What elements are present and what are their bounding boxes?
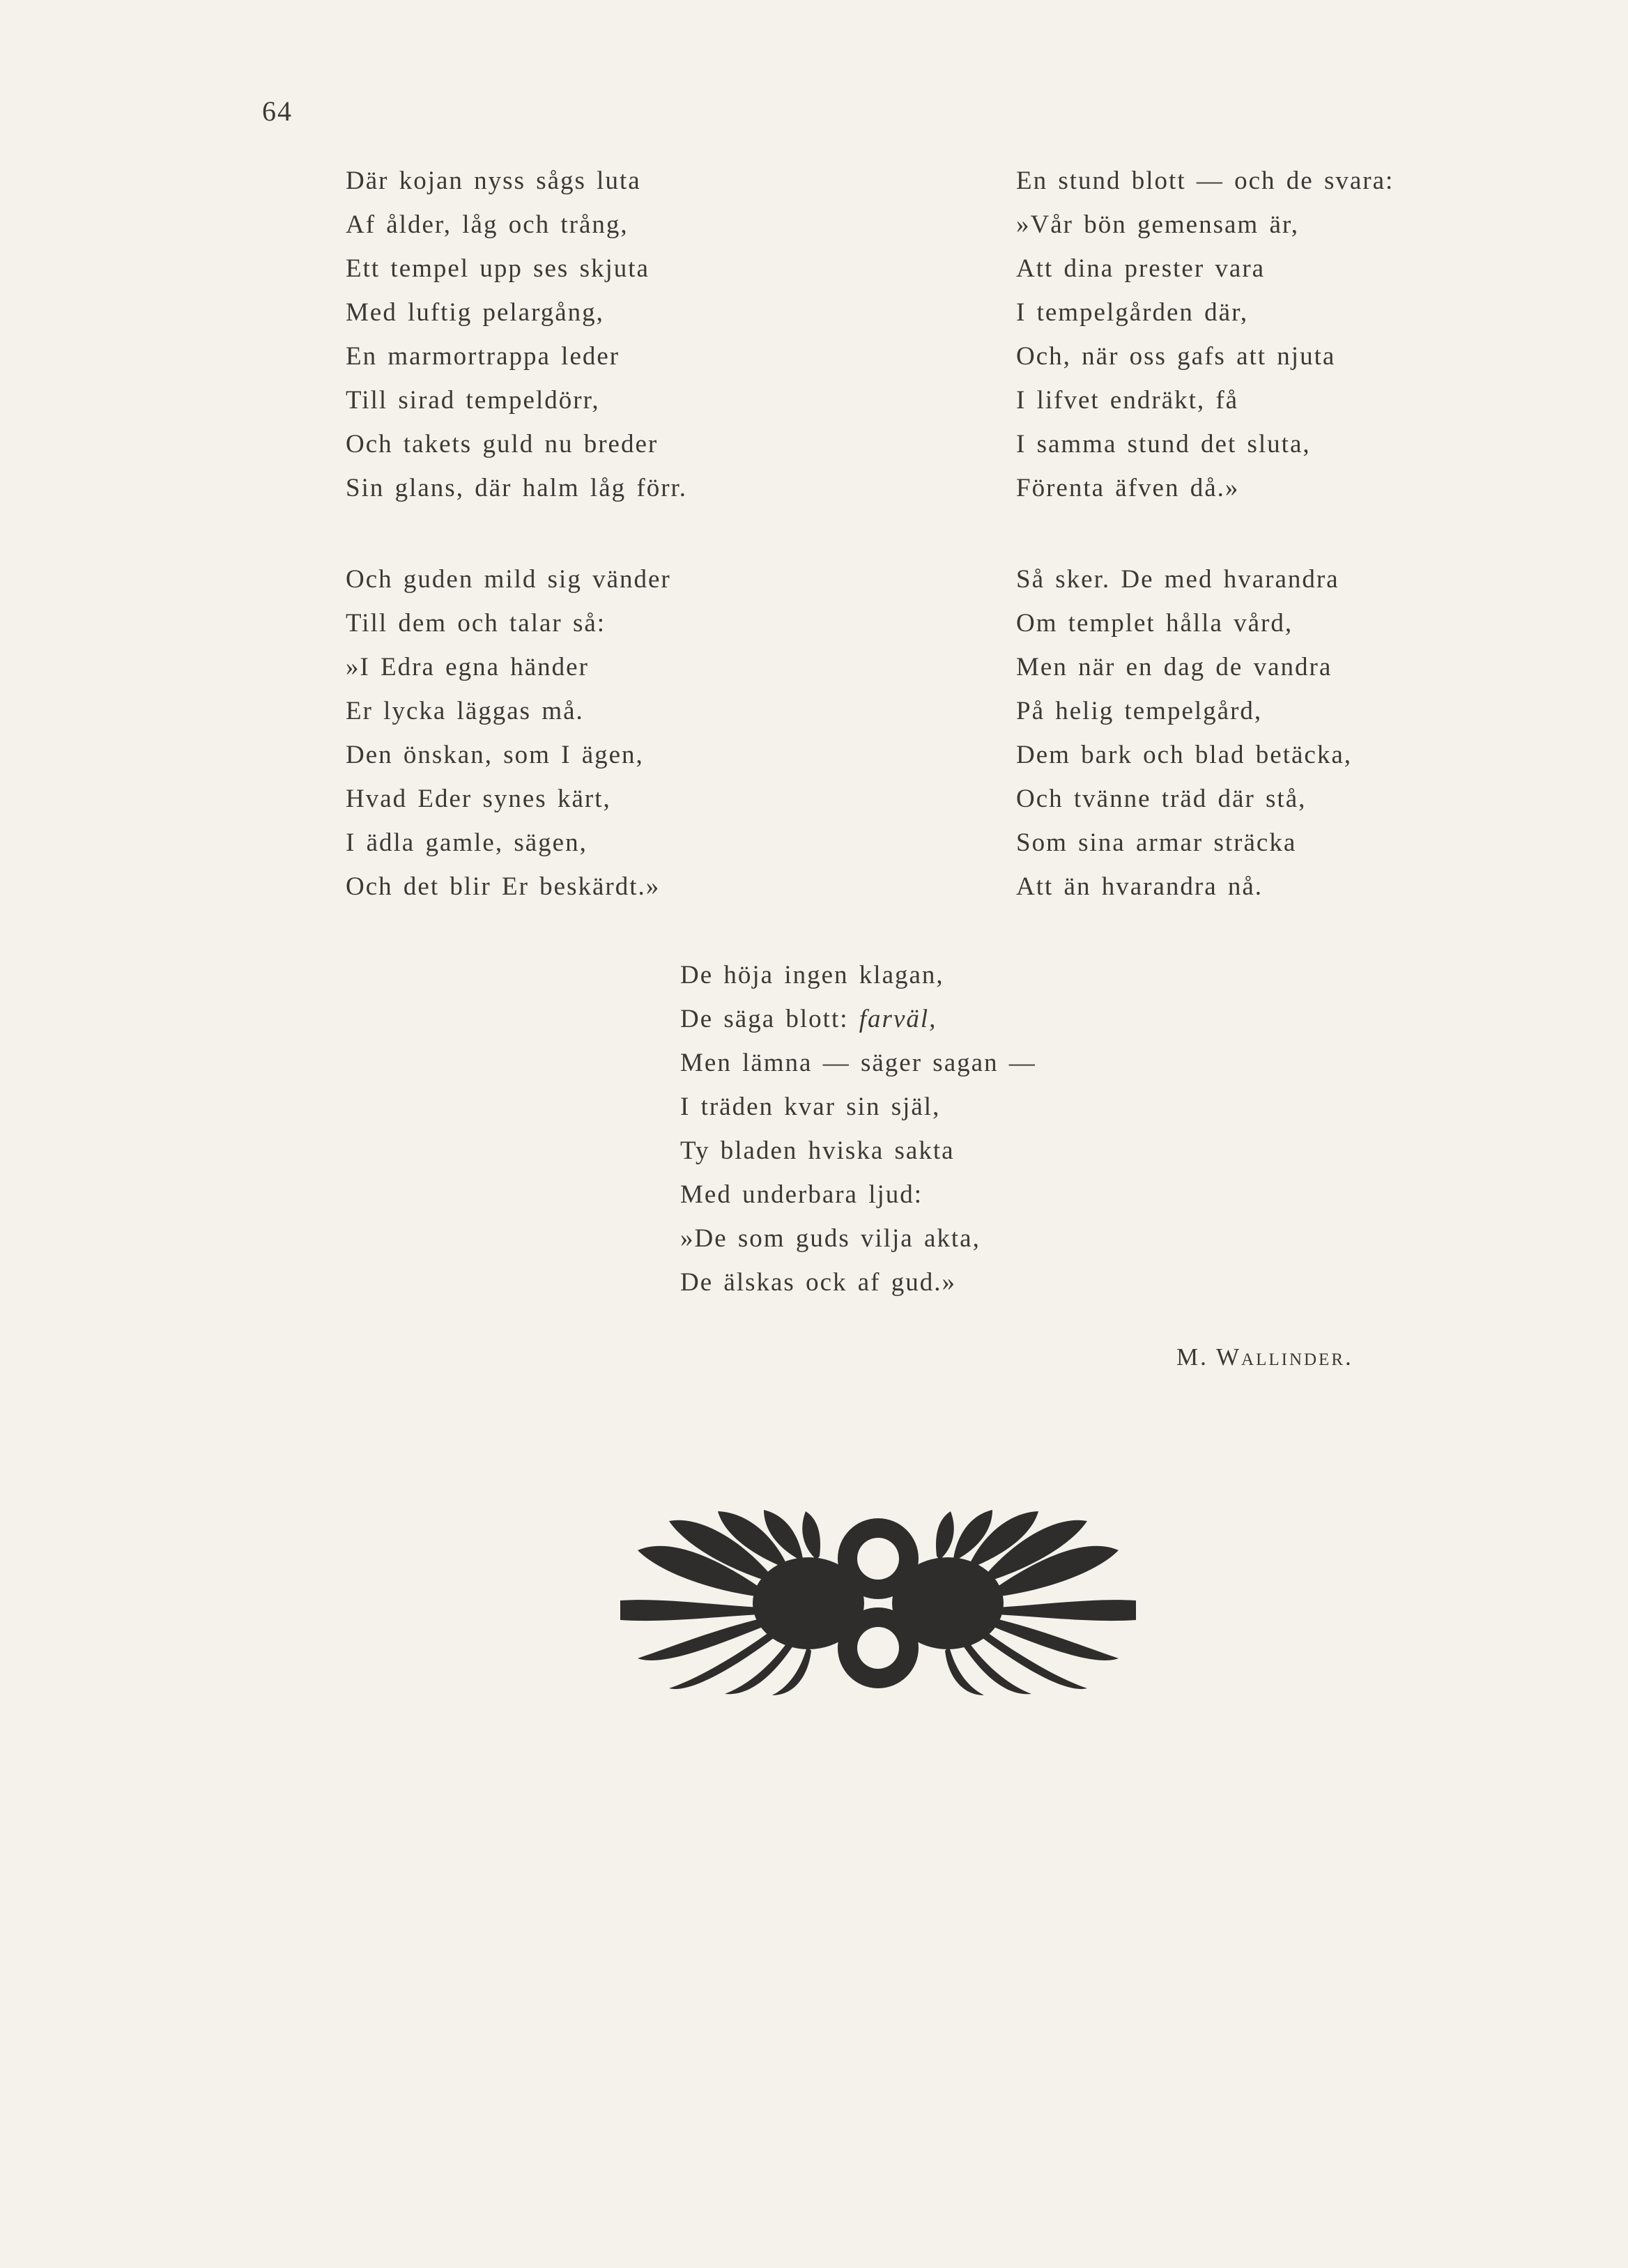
emphasized-word: farväl,	[859, 1005, 937, 1033]
palmette-ornament-icon	[620, 1509, 1136, 1697]
verse-line: Sin glans, där halm låg förr.	[346, 474, 688, 502]
verse-line: I träden kvar sin själ,	[680, 1093, 941, 1121]
verse-line: Om templet hålla vård,	[1016, 609, 1293, 638]
verse-line: De älskas ock af gud.»	[680, 1268, 956, 1297]
verse-line: Som sina armar sträcka	[1016, 828, 1297, 857]
verse-line	[680, 997, 1036, 1041]
verse-line: Hvad Eder synes kärt,	[346, 785, 611, 813]
verse-line: Förenta äfven då.»	[1016, 474, 1240, 502]
verse-line: Och, när oss gafs att njuta	[1016, 342, 1336, 371]
verse-line: I ädla gamle, sägen,	[346, 828, 588, 857]
verse-line: Med underbara ljud:	[680, 1180, 923, 1209]
page-number: 64	[262, 95, 293, 127]
verse-line: Till sirad tempeldörr,	[346, 386, 600, 415]
verse-line: Af ålder, låg och trång,	[346, 210, 629, 239]
verse-line: »I Edra egna händer	[346, 653, 589, 681]
verse-line: Men lämna — säger sagan —	[680, 1049, 1036, 1077]
verse-line: En marmortrappa leder	[346, 342, 620, 371]
verse-line: Med luftig pelargång,	[346, 298, 604, 327]
stanza-1	[346, 159, 687, 510]
verse-line: De höja ingen klagan,	[680, 961, 944, 989]
verse-line: Den önskan, som I ägen,	[346, 741, 644, 769]
verse-line: Ty bladen hviska sakta	[680, 1136, 955, 1165]
verse-line: Till dem och talar så:	[346, 609, 606, 638]
verse-line: Ett tempel upp ses skjuta	[346, 254, 650, 283]
verse-line: Men när en dag de vandra	[1016, 653, 1333, 681]
verse-line: Att dina prester vara	[1016, 254, 1266, 283]
author-signature: M. Wallinder.	[1176, 1343, 1353, 1371]
verse-line: Och takets guld nu breder	[346, 430, 659, 458]
verse-line: »De som guds vilja akta,	[680, 1224, 981, 1253]
verse-line: Dem bark och blad betäcka,	[1016, 741, 1353, 769]
verse-line: Er lycka läggas må.	[346, 697, 584, 725]
stanza-4	[1016, 557, 1352, 909]
verse-line: Att än hvarandra nå.	[1016, 872, 1264, 901]
verse-line: På helig tempelgård,	[1016, 697, 1263, 725]
verse-line: »Vår bön gemensam är,	[1016, 210, 1299, 239]
verse-line: Där kojan nyss sågs luta	[346, 167, 641, 195]
verse-line: I tempelgården där,	[1016, 298, 1249, 327]
verse-line: I samma stund det sluta,	[1016, 430, 1311, 458]
verse-line: En stund blott — och de svara:	[1016, 167, 1395, 195]
stanza-5	[680, 953, 1036, 1304]
stanza-2	[1016, 159, 1394, 510]
verse-line: Och tvänne träd där stå,	[1016, 785, 1307, 813]
verse-line: I lifvet endräkt, få	[1016, 386, 1239, 415]
verse-line-text: De säga blott:	[680, 1005, 849, 1033]
verse-line: Och det blir Er beskärdt.»	[346, 872, 661, 901]
verse-line: Så sker. De med hvarandra	[1016, 565, 1339, 594]
verse-line: Och guden mild sig vänder	[346, 565, 671, 594]
stanza-3	[346, 557, 671, 909]
